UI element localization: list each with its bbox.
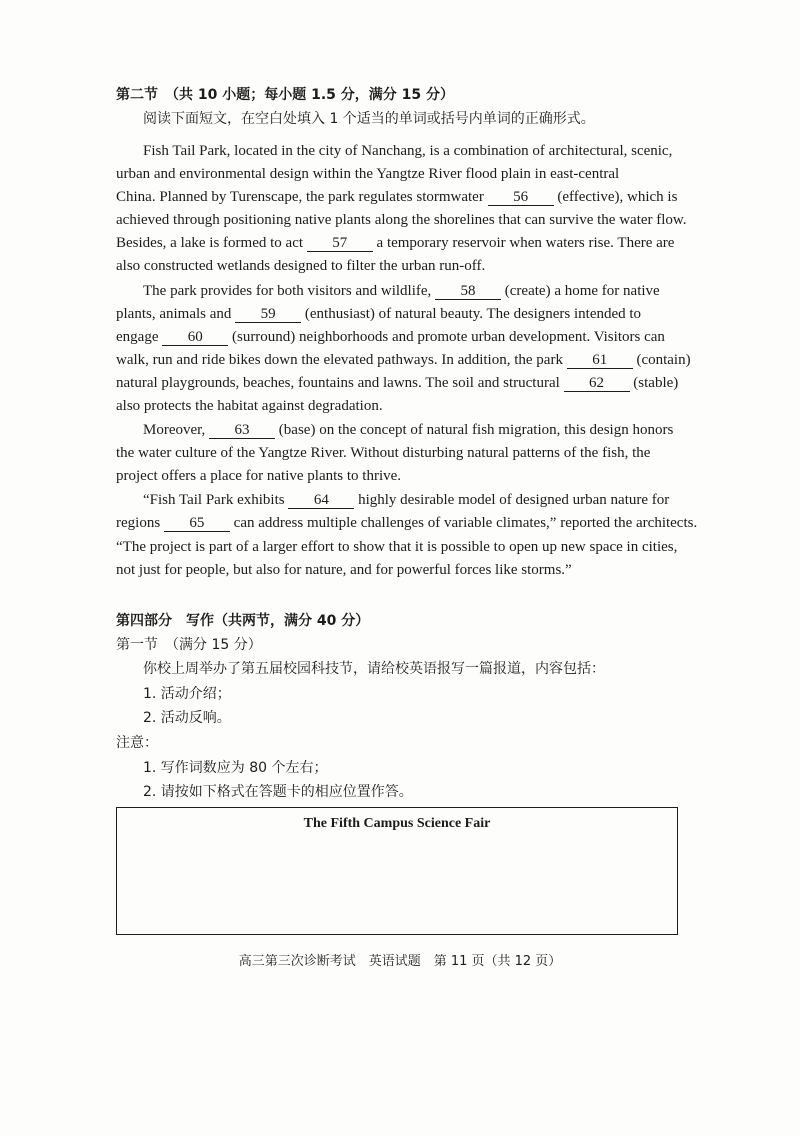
passage-line: achieved through positioning native plants along the shorelines that can survive the water flow. [116, 212, 687, 228]
passage-line: regions 65 can address multiple challenges of variable climates,” reported the architects. [116, 515, 698, 531]
part4-heading: 第四部分 写作（共两节，满分 40 分） [116, 613, 370, 629]
passage-line: “Fish Tail Park exhibits 64 highly desirable model of designed urban nature for [143, 492, 670, 508]
passage-line: natural playgrounds, beaches, fountains and lawns. The soil and structural 62 (stable) [116, 375, 679, 391]
prompt-item: 2. 活动反响。 [143, 710, 231, 726]
part4-section1: 第一节 （满分 15 分） [116, 637, 262, 653]
section2-instruction: 阅读下面短文，在空白处填入 1 个适当的单词或括号内单词的正确形式。 [143, 111, 595, 127]
blank-60: 60 [162, 329, 228, 346]
blank-65: 65 [164, 515, 230, 532]
passage-line: “The project is part of a larger effort to show that it is possible to open up new space in cities, [116, 539, 678, 555]
writing-prompt: 你校上周举办了第五届校园科技节，请给校英语报写一篇报道，内容包括： [143, 661, 605, 677]
blank-58: 58 [435, 283, 501, 300]
passage-line: The park provides for both visitors and wildlife, 58 (create) a home for native [143, 283, 660, 299]
blank-61: 61 [567, 352, 633, 369]
blank-56: 56 [488, 189, 554, 206]
blank-59: 59 [235, 306, 301, 323]
passage-line: China. Planned by Turenscape, the park regulates stormwater 56 (effective), which is [116, 189, 678, 205]
box-title: The Fifth Campus Science Fair [303, 816, 491, 831]
passage-line: not just for people, but also for nature, and for powerful forces like storms.” [116, 562, 572, 578]
prompt-item: 1. 活动介绍； [143, 686, 231, 702]
passage-line: the water culture of the Yangtze River. Without disturbing natural patterns of the fish, the [116, 445, 651, 461]
blank-62: 62 [564, 375, 630, 392]
passage-line: Moreover, 63 (base) on the concept of natural fish migration, this design honors [143, 422, 674, 438]
passage-line: urban and environmental design within the Yangtze River flood plain in east-central [116, 166, 620, 182]
passage-line: walk, run and ride bikes down the elevated pathways. In addition, the park 61 (contain) [116, 352, 691, 368]
passage-line: also protects the habitat against degradation. [116, 398, 383, 414]
passage-line: engage 60 (surround) neighborhoods and promote urban development. Visitors can [116, 329, 665, 345]
blank-63: 63 [209, 422, 275, 439]
passage-line: plants, animals and 59 (enthusiast) of natural beauty. The designers intended to [116, 306, 642, 322]
passage-line: project offers a place for native plants to thrive. [116, 468, 402, 484]
note-label: 注意： [116, 735, 158, 751]
passage-line: Fish Tail Park, located in the city of Nanchang, is a combination of architectural, scenic, [143, 143, 673, 159]
note-item: 1. 写作词数应为 80 个左右； [143, 760, 328, 776]
page-footer: 高三第三次诊断考试 英语试题 第 11 页（共 12 页） [238, 954, 562, 969]
passage-line: Besides, a lake is formed to act 57 a temporary reservoir when waters rise. There are [116, 235, 675, 251]
passage-line: also constructed wetlands designed to filter the urban run-off. [116, 258, 486, 274]
blank-57: 57 [307, 235, 373, 252]
blank-64: 64 [288, 492, 354, 509]
answer-format-box [116, 807, 678, 935]
section2-heading: 第二节 （共 10 小题；每小题 1.5 分，满分 15 分） [116, 87, 455, 103]
note-item: 2. 请按如下格式在答题卡的相应位置作答。 [143, 784, 413, 800]
